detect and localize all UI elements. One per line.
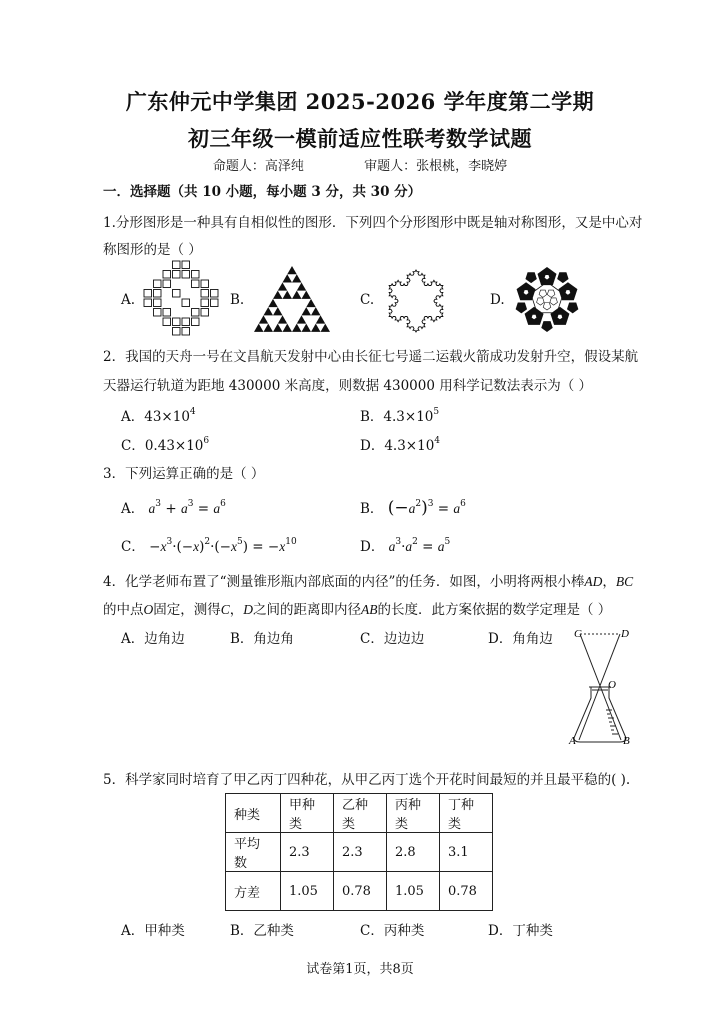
q5-option-b: B．乙种类 (230, 923, 294, 939)
sierpinski-cell (264, 307, 274, 315)
table-cell: 1.05 (387, 872, 440, 911)
fractal-block (154, 299, 162, 307)
fractal-block (201, 309, 209, 317)
q1-text-line1: 1.分形图形是一种具有自相似性的图形．下列四个分形图形中既是轴对称图形，又是中心对 (103, 215, 643, 231)
sierpinski-cell (292, 291, 302, 299)
dragon-curve-fractal-icon (142, 259, 222, 339)
q2-option-a: A．$43\times 10^4$ (121, 407, 196, 425)
fractal-block (211, 290, 219, 298)
sierpinski-cell (292, 324, 302, 332)
sierpinski-cell (321, 324, 331, 332)
fractal-block (163, 309, 171, 317)
fractal-block (163, 271, 171, 279)
fractal-block (182, 261, 190, 269)
q2-option-d: D．$4.3\times 10^4$ (360, 436, 441, 454)
q2-option-b: B．$4.3\times 10^5$ (360, 407, 440, 425)
reviewer-label: 审题人：张根桃，李晓婷 (364, 159, 508, 174)
sierpinski-cell (268, 299, 278, 307)
sierpinski-cell (302, 324, 312, 332)
sierpinski-cell (311, 324, 321, 332)
q5-option-c: C．丙种类 (360, 923, 425, 939)
koch-snowflake-icon (378, 262, 454, 336)
sierpinski-cell (287, 266, 297, 274)
q3-option-a: A． $a^3 + a^3 = a^6$ (121, 499, 226, 517)
q5-text: 5．科学家同时培育了甲乙丙丁四种花，从甲乙丙丁选个开花时间最短的并且最平稳的( ). (103, 772, 631, 788)
table-header-cell: 丁种类 (440, 794, 493, 833)
q4-option-c: C．边边边 (360, 631, 425, 647)
q5-option-a: A．甲种类 (121, 923, 185, 939)
pentaflake-icon (510, 262, 584, 334)
table-cell: 0.78 (440, 872, 493, 911)
q2-text-line2: 天器运行轨道为距地 430000 米高度，则数据 430000 用科学记数法表示为（ ） (103, 378, 593, 394)
q4-option-b: B．角边角 (230, 631, 294, 647)
fractal-block (144, 290, 152, 298)
sierpinski-cell (278, 315, 288, 323)
fractal-block (192, 309, 200, 317)
fractal-block (173, 290, 181, 298)
page-footer: 试卷第1页，共8页 (306, 962, 414, 977)
exam-title-line2: 初三年级一模前适应性联考数学试题 (188, 126, 532, 151)
table-header-cell: 乙种类 (334, 794, 387, 833)
fractal-block (182, 318, 190, 326)
fractal-block (173, 261, 181, 269)
q1-option-a-label: A. (121, 292, 136, 308)
pentaflake-edge-cell (567, 302, 578, 313)
fractal-block (173, 328, 181, 336)
q2-text-line1: 2．我国的天舟一号在文昌航天发射中心由长征七号遥二运载火箭成功发射升空，假设某航 (103, 349, 639, 365)
sierpinski-cell (254, 324, 264, 332)
sierpinski-cell (306, 299, 316, 307)
pentaflake-edge-cell (557, 272, 568, 283)
q3-option-c: C． $-x^3\cdot(-x)^2\cdot(-x^5) = -x^{10}$ (121, 537, 297, 555)
pentaflake-edge-cell (516, 302, 527, 313)
author-line (0, 155, 720, 174)
q4-text-line2: 的中点O固定，测得C，D之间的距离即内径AB的长度．此方案依据的数学定理是（ ） (103, 602, 612, 618)
q2-option-c: C．$0.43\times 10^6$ (121, 436, 210, 454)
table-row (226, 833, 493, 872)
table-cell: 平均数 (226, 833, 281, 872)
table-header-cell: 甲种类 (281, 794, 334, 833)
sierpinski-cell (292, 274, 302, 282)
q3-option-b: B． $(-a^2)^3 = a^6$ (360, 498, 466, 518)
table-cell: 2.3 (281, 833, 334, 872)
label-c: C (574, 628, 582, 640)
fractal-block (201, 280, 209, 288)
exam-title-line1: 广东仲元中学集团 2025-2026 学年度第二学期 (125, 89, 595, 114)
table-cell: 0.78 (334, 872, 387, 911)
sierpinski-triangle-icon (254, 266, 330, 332)
q5-option-d: D．丁种类 (488, 923, 553, 939)
sierpinski-cell (297, 315, 307, 323)
fractal-block (144, 299, 152, 307)
table-cell: 方差 (226, 872, 281, 911)
fractal-block (182, 299, 190, 307)
q4-option-d: D．角角边 (488, 631, 553, 647)
q3-text: 3．下列运算正确的是（ ） (103, 466, 265, 482)
q1-option-d-label: D. (490, 292, 505, 308)
label-b: B (623, 735, 630, 747)
label-a: A (569, 735, 576, 747)
sierpinski-cell (311, 307, 321, 315)
koch-outline (389, 270, 443, 332)
q4-text-line1: 4．化学老师布置了“测量锥形瓶内部底面的内径”的任务．如图，小明将两根小棒AD，BC (103, 574, 634, 590)
label-o: O (608, 679, 616, 691)
sierpinski-cell (259, 315, 269, 323)
sierpinski-cell (283, 291, 293, 299)
table-header-cell: 丙种类 (387, 794, 440, 833)
conical-flask-figure (566, 624, 646, 750)
sierpinski-cell (273, 307, 283, 315)
sierpinski-cell (264, 324, 274, 332)
fractal-block (201, 290, 209, 298)
table-cell: 1.05 (281, 872, 334, 911)
fractal-block (201, 299, 209, 307)
fractal-block (154, 309, 162, 317)
sierpinski-cell (283, 324, 293, 332)
fractal-block (163, 318, 171, 326)
sierpinski-cell (302, 307, 312, 315)
flask-scale-ticks (606, 710, 618, 734)
table-cell: 3.1 (440, 833, 493, 872)
q1-option-c-label: C. (360, 292, 375, 308)
fractal-block (182, 328, 190, 336)
sierpinski-cell (297, 282, 307, 290)
sierpinski-cell (273, 324, 283, 332)
q3-option-d: D． $a^3\cdot a^2 = a^5$ (360, 537, 451, 555)
setter-label: 命题人：高泽纯 (212, 159, 304, 174)
fractal-block (211, 299, 219, 307)
fractal-block (154, 290, 162, 298)
fractal-block (163, 280, 171, 288)
table-header-row (226, 794, 493, 833)
table-cell: 2.8 (387, 833, 440, 872)
sierpinski-cell (302, 291, 312, 299)
q4-option-a: A．边角边 (121, 631, 185, 647)
table-header-cell: 种类 (226, 794, 281, 833)
sierpinski-cell (316, 315, 326, 323)
fractal-block (192, 280, 200, 288)
fractal-block (192, 318, 200, 326)
pentaflake-edge-cell (525, 272, 536, 283)
table-row (226, 872, 493, 911)
fractal-block (173, 318, 181, 326)
section-heading: 一．选择题（共 10 小题，每小题 3 分，共 30 分） (103, 184, 422, 200)
flower-stats-table (225, 793, 493, 911)
table-cell: 2.3 (334, 833, 387, 872)
q1-text-line2: 称图形的是（ ） (103, 242, 202, 258)
q1-option-b-label: B. (230, 292, 245, 308)
fractal-block (182, 271, 190, 279)
sierpinski-cell (273, 291, 283, 299)
sierpinski-cell (278, 282, 288, 290)
label-d: D (621, 628, 629, 640)
pentaflake-edge-cell (541, 321, 552, 332)
sierpinski-cell (283, 274, 293, 282)
fractal-block (154, 280, 162, 288)
fractal-block (192, 271, 200, 279)
fractal-block (173, 271, 181, 279)
